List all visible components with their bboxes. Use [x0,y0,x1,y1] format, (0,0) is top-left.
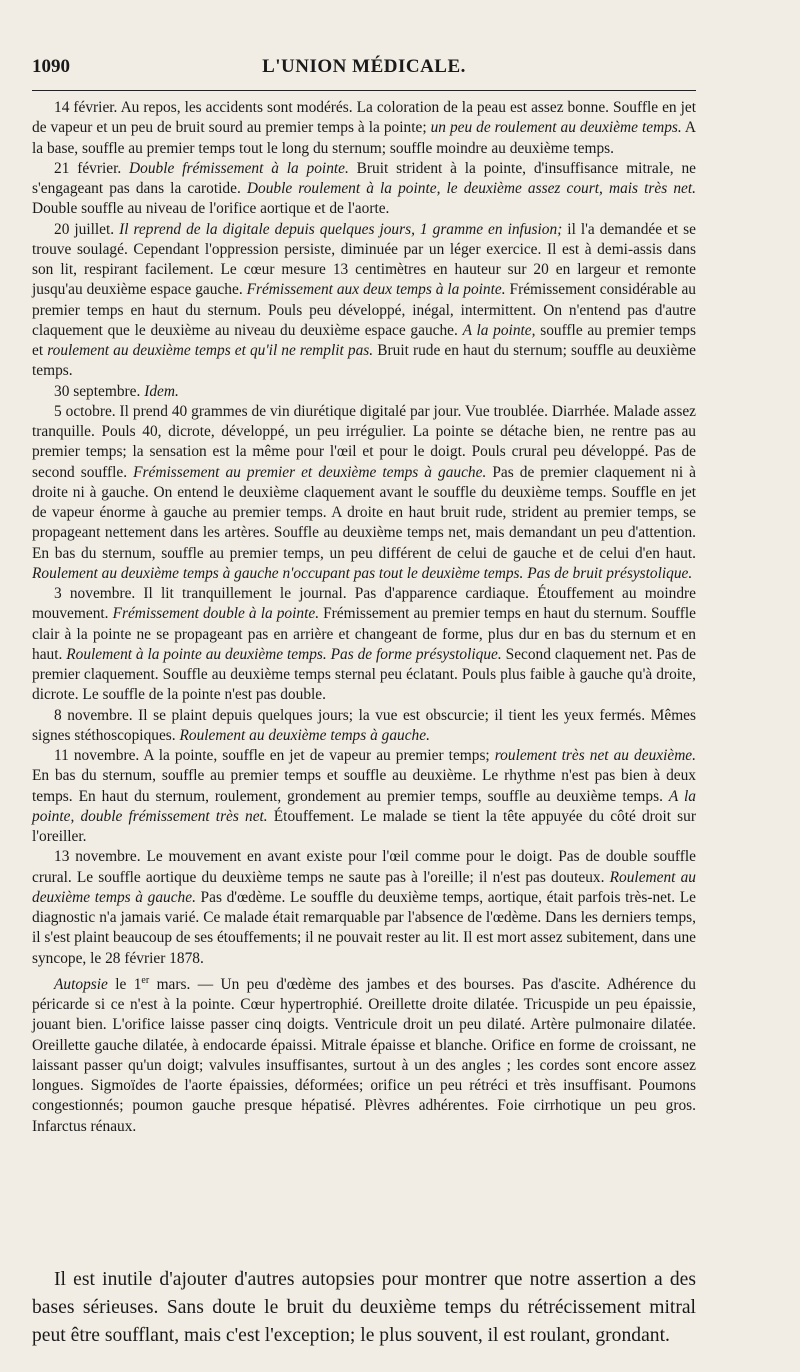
superscript: er [141,974,150,986]
italic-run: Roulement au deuxième temps à gauche n'occupant pas tout le deuxième temps. Pas de bruit présystolique. [32,564,693,582]
entry-21-fevrier [32,159,696,220]
italic-run: A la pointe, double frémissement très net. [32,787,696,825]
text-run: Étouffement. Le malade se tient la tête appuyée du côté droit sur l'oreiller. [32,807,696,845]
italic-run: Double roulement à la pointe, le deuxième assez court, mais très net. [246,180,696,197]
text-run: il l'a demandée et se trouve soulagé. Cependant l'oppression persiste, diminuée par un léger exercice. Il est à demi-assis dans son lit, respirant facilement. Le cœur mesure 13 centimètres en hauteur sur 20 en largeur et remonte jusqu'au deuxième espace gauche. [32,220,696,299]
italic-run: Roulement au deuxième temps à gauche. [179,726,430,744]
text-run: 30 septembre. [54,382,145,400]
text-run: Double souffle au niveau de l'orifice aortique et de l'aorte. [32,200,390,218]
entry-3-novembre [32,584,696,706]
header-rule [32,90,696,91]
text-run: le 1 [107,975,142,993]
entry-5-octobre [32,402,696,584]
text-run: mars. — Un peu d'œdème des jambes et des bourses. Pas d'ascite. Adhérence du péricarde si ce n'est à la pointe. Cœur hypertrophié. Oreillette droite dilatée. Tricuspide un peu épaissie, jouant bien. L'orifice laisse passer cinq doigts. Ventricule droit un peu dilaté. Artère pulmonaire dilatée. Oreillette gauche dilatée, à endocarde épaissi. Mitrale épaisse et blanche. Orifice en forme de croissant, ne laissant passer qu'un doigt; valvules insuffisantes, surtout à un des angles ; les cordes sont encore assez longues. Sigmoïdes de l'aorte épaissies, déformées; orifice un peu rétréci et très insuffisant. Poumons congestionnés; poumon gauche presque hépatisé. Plèvres adhérentes. Foie cirrhotique un peu gros. Infarctus rénaux. [32,975,696,1135]
running-header [32,56,696,86]
italic-run: Il reprend de la digitale depuis quelques jours, 1 gramme en infusion; [119,220,563,238]
case-report-body [32,98,696,1137]
italic-run: Autopsie [54,975,108,993]
text-run: souffle au premier temps et [32,321,696,359]
page-number: 1090 [32,56,70,77]
text-run: Frémissement au premier temps en haut du sternum. Souffle clair à la pointe ne se propageant pas en arrière et changeant de forme, plus dur en bas du sternum et en haut. [32,605,696,663]
text-run: En bas du sternum, souffle au premier temps et souffle au deuxième. Le rhythme n'est pas bien à deux temps. En haut du sternum, roulement, grondement au premier temps, souffle au deuxième temps. [32,767,696,805]
text-run: 3 novembre. Il lit tranquillement le journal. Pas d'apparence cardiaque. Étouffement au moindre mouvement. [32,585,696,623]
conclusion-paragraph: Il est inutile d'ajouter d'autres autopsies pour montrer que notre assertion a des bases sérieuses. Sans doute le bruit du deuxième temps du rétrécissement mitral peut être soufflant, mais c'est l'exception; le plus souvent, il est roulant, grondant. [32,1269,696,1346]
entry-8-novembre [32,706,696,747]
text-run: 20 juillet. [54,220,120,238]
text-run: Frémissement considérable au premier temps en haut du sternum. Pouls peu développé, inégal, intermittent. On n'entend pas d'autre claquement que le deuxième au niveau du deuxième espace gauche. [32,281,696,339]
text-run: Pas de premier claquement ni à droite ni à gauche. On entend le deuxième claquement avant le souffle du deuxième temps. Souffle en jet de vapeur énorme à gauche au premier temps. A droite en haut bruit rude, strident au premier temps, se propageant nettement dans les artères. Souffle au deuxième temps net, mais demandant un peu d'attention. En bas du sternum, souffle au premier temps, un peu différent de celui de gauche et de celui d'en haut. [32,463,696,562]
text-run: 21 février. [54,159,130,177]
italic-run: Roulement au deuxième temps à gauche. [32,868,696,906]
italic-run: roulement très net au deuxième. [494,747,696,764]
entry-13-novembre [32,847,696,969]
italic-run: Double frémissement à la pointe. [129,159,349,177]
entry-30-septembre [32,382,696,402]
text-run: Pas d'œdème. Le souffle du deuxième temps, aortique, était parfois très-net. Le diagnostic n'a jamais varié. Ce malade était remarquable par l'absence de l'œdème. Dans les derniers temps, il s'est plaint beaucoup de ses étouffements; il ne pouvait rester au lit. Il est mort assez subitement, dans une syncope, le 28 février 1878. [32,888,696,967]
text-run: Bruit strident à la pointe, d'insuffisance mitrale, ne s'engageant pas dans la carotide. [32,159,696,197]
italic-run: Roulement à la pointe au deuxième temps. Pas de forme présystolique. [66,645,502,663]
text-run: 11 novembre. A la pointe, souffle en jet de vapeur au premier temps; [54,747,495,764]
text-run: Bruit rude en haut du sternum; souffle au deuxième temps. [32,342,697,380]
italic-run: Frémissement au premier et deuxième temps à gauche. [133,463,487,481]
entry-11-novembre [32,746,696,847]
entry-20-juillet [32,220,696,382]
text-run: Second claquement net. Pas de premier claquement. Souffle au deuxième temps sternal peu éclatant. Pouls plus faible à gauche qu'à droite, dicrote. Le souffle de la pointe n'est pas double. [32,645,696,704]
text-run: 14 février. Au repos, les accidents sont modérés. La coloration de la peau est assez bonne. Souffle en jet de vapeur et un peu de bruit sourd au premier temps à la pointe; [32,99,696,137]
entry-14-fevrier [32,98,696,159]
italic-run: un peu de roulement au deuxième temps. [430,119,682,137]
italic-run: Frémissement double à la pointe. [112,605,320,623]
text-run: 5 octobre. Il prend 40 grammes de vin diurétique digitalé par jour. Vue troublée. Diarrhée. Malade assez tranquille. Pouls 40, dicrote, développé, un peu irrégulier. La pointe se détache bien, ne rentre pas au premier temps; la sensation est la même pour l'œil et pour le doigt. Pouls crural peu développé. Pas de second souffle. [32,402,696,481]
conclusion-block [32,1266,696,1350]
italic-run: Frémissement aux deux temps à la pointe. [246,281,506,299]
italic-run: Idem. [144,382,179,400]
journal-title: L'UNION MÉDICALE. [262,56,466,77]
autopsy-paragraph [32,975,696,1137]
italic-run: A la pointe, [462,321,536,339]
italic-run: roulement au deuxième temps et qu'il ne remplit pas. [47,342,374,359]
text-run: 13 novembre. Le mouvement en avant existe pour l'œil comme pour le doigt. Pas de double souffle crural. Le souffle aortique du deuxième temps ne saute pas à l'oreille; il n'est pas douteux. [32,848,696,886]
text-run: A la base, souffle au premier temps tout le long du sternum; souffle moindre au deuxième temps. [32,119,696,157]
text-run: 8 novembre. Il se plaint depuis quelques jours; la vue est obscurcie; il tient les yeux fermés. Mêmes signes stéthoscopiques. [32,706,696,744]
